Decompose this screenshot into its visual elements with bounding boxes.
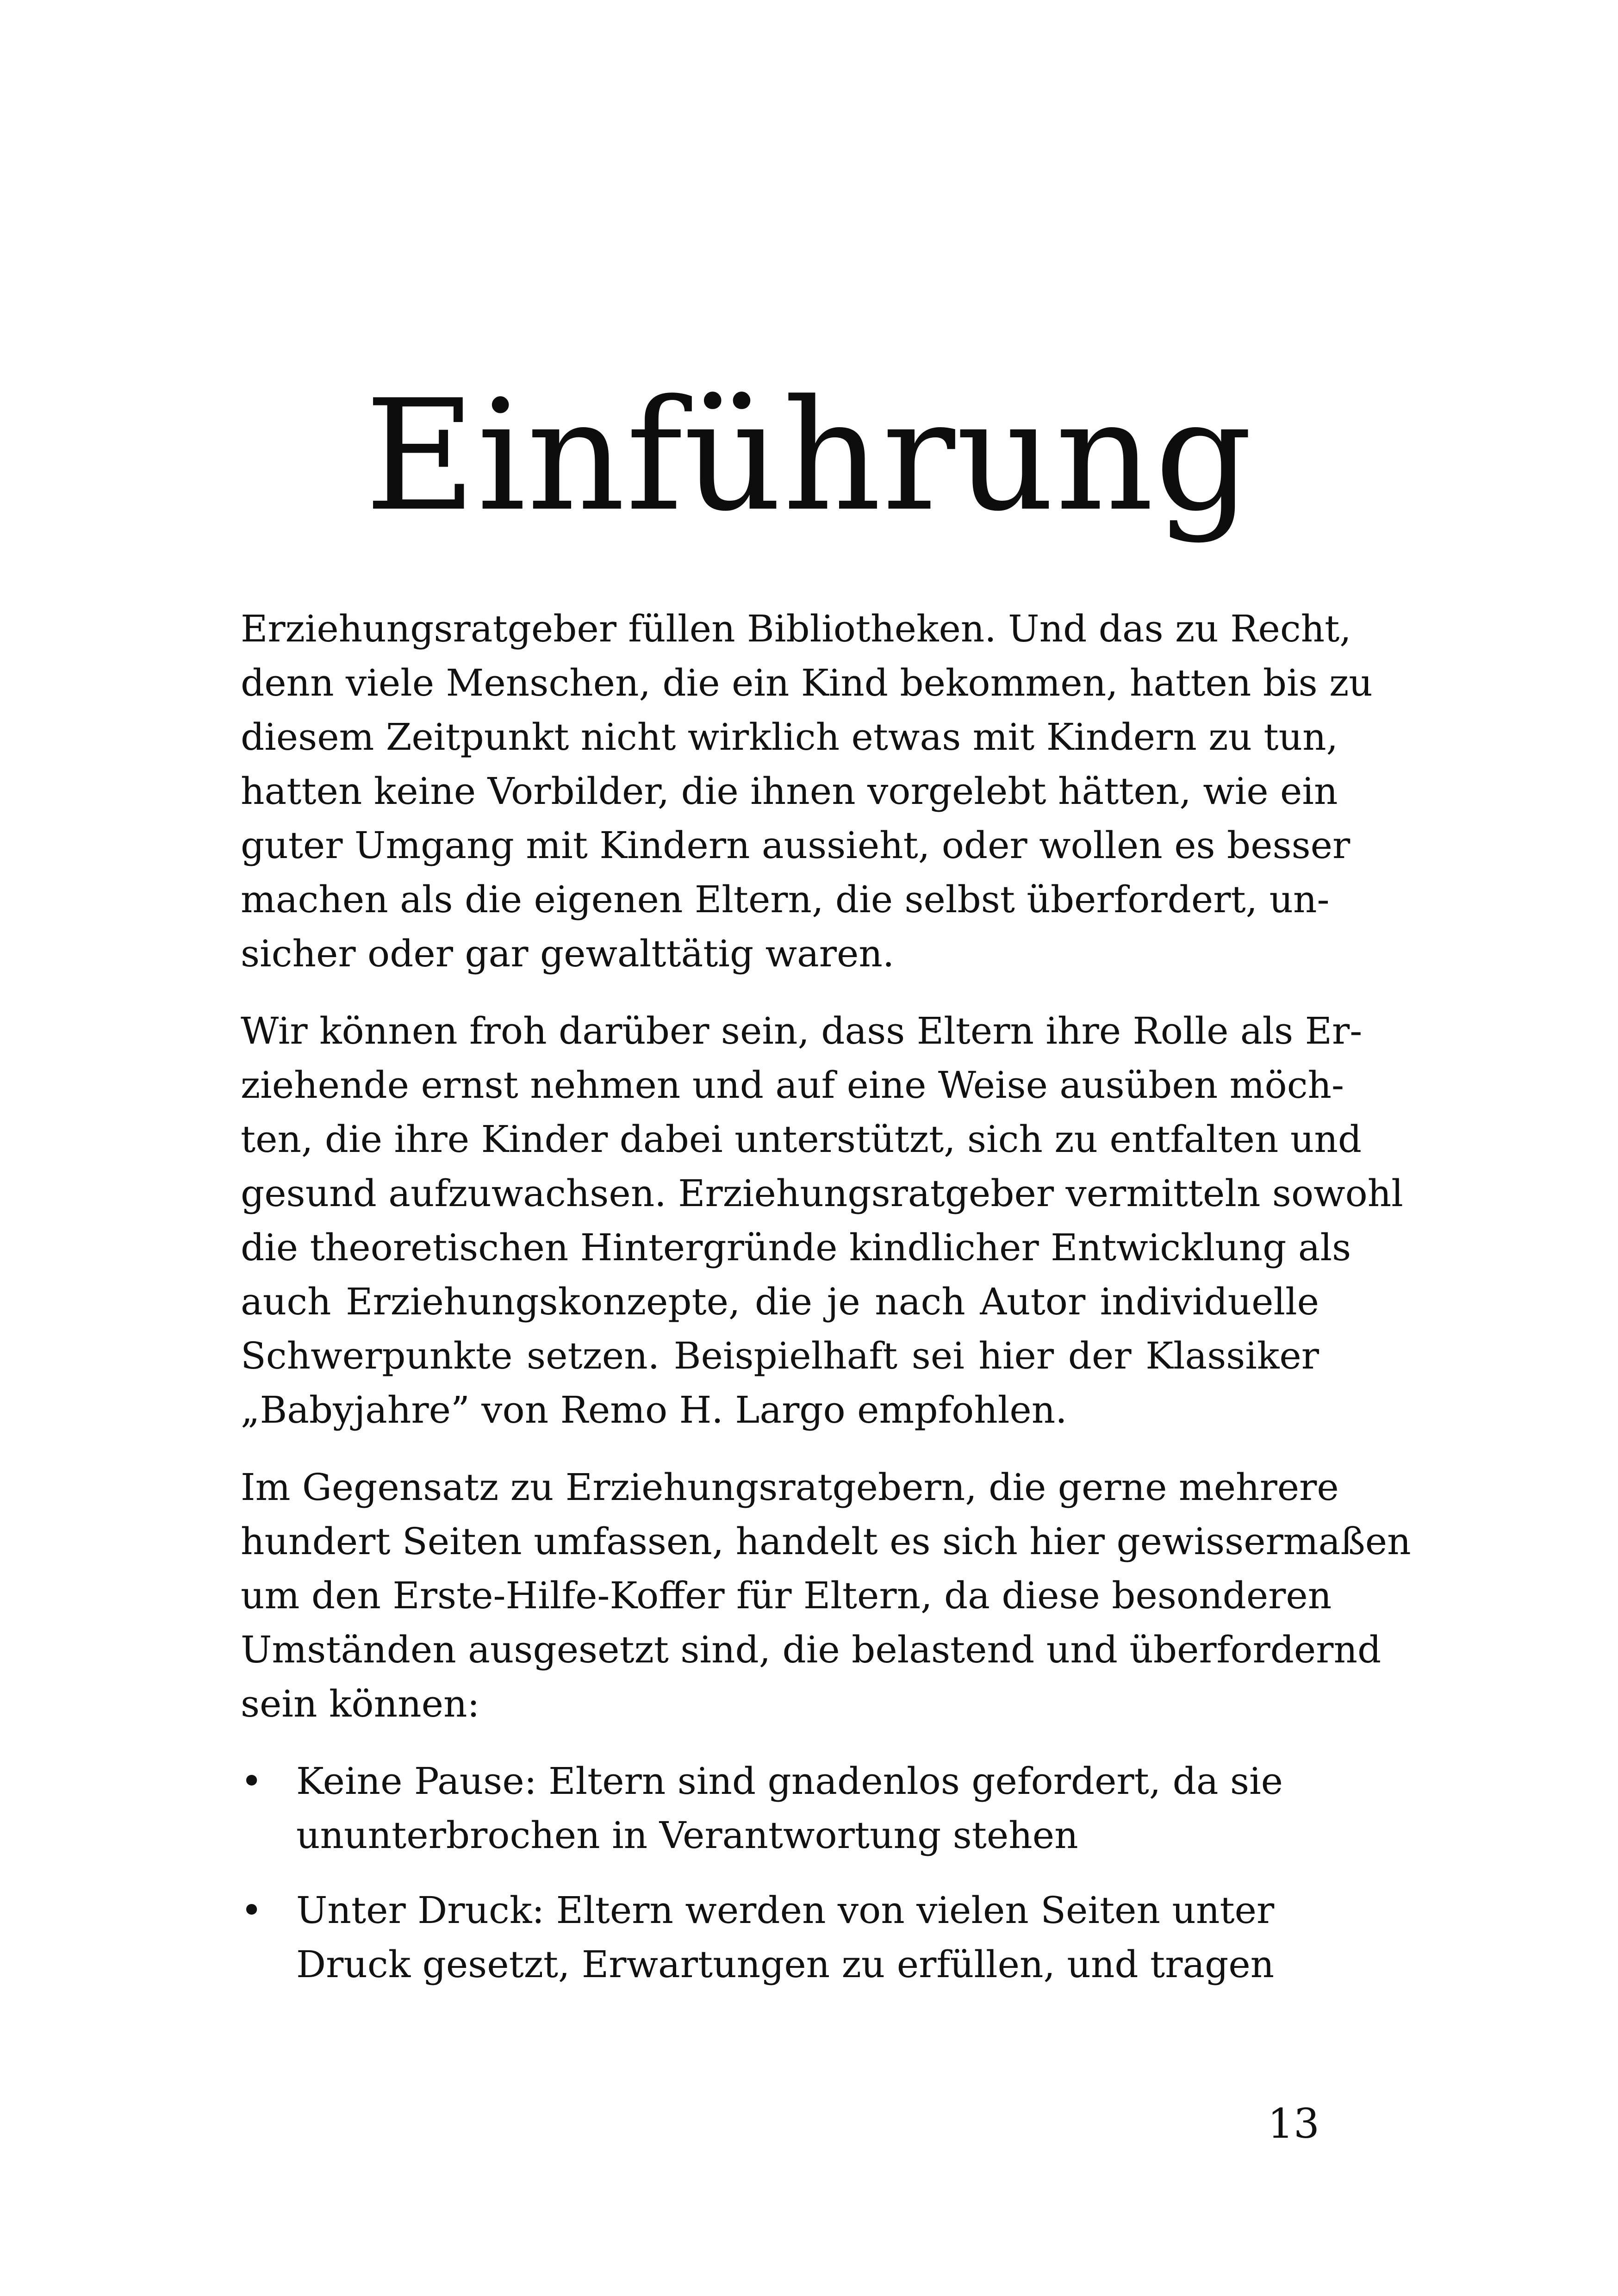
chapter-title: Einführung [364,367,1254,545]
bullet-icon: • [241,1760,263,1803]
text-line: sein können: [241,1682,480,1725]
list-item [241,1754,1319,1862]
text-line: diesem Zeitpunkt nicht wirklich etwas mit Kindern zu tun, [241,716,1338,759]
text-line: hatten keine Vorbilder, die ihnen vorgelebt hätten, wie ein [241,770,1338,813]
text-line: denn viele Menschen, die ein Kind bekommen, hatten bis zu [241,661,1373,704]
text-line: Druck gesetzt, Erwartungen zu erfüllen, und tragen [296,1943,1275,1986]
text-line: ununterbrochen in Verantwortung stehen [296,1814,1078,1857]
text-line: Schwerpunkte setzen. Beispielhaft sei hier der Klassiker [241,1334,1319,1377]
text-line: hundert Seiten umfassen, handelt es sich hier gewissermaßen [241,1520,1411,1563]
text-line: die theoretischen Hintergründe kindlicher Entwicklung als [241,1226,1351,1269]
text-line: Wir können froh darüber sein, dass Eltern ihre Rolle als Er- [241,1009,1363,1052]
text-line: um den Erste-Hilfe-Koffer für Eltern, da diese besonderen [241,1574,1332,1617]
text-line: Umständen ausgesetzt sind, die belastend und überfordernd [241,1628,1382,1671]
text-line: auch Erziehungskonzepte, die je nach Autor individuelle [241,1280,1319,1323]
text-line: sicher oder gar gewalttätig waren. [241,932,895,975]
text-line: Keine Pause: Eltern sind gnadenlos gefordert, da sie [296,1760,1283,1803]
page-number: 13 [1268,2100,1319,2147]
text-line: ziehende ernst nehmen und auf eine Weise ausüben möch- [241,1064,1344,1107]
paragraph-1 [241,602,1373,981]
paragraph-3 [241,1460,1411,1731]
text-line: Unter Druck: Eltern werden von vielen Seiten unter [296,1889,1275,1932]
bullet-icon: • [241,1889,263,1932]
text-line: Erziehungsratgeber füllen Bibliotheken. Und das zu Recht, [241,607,1351,650]
text-line: „Babyjahre” von Remo H. Largo empfohlen. [241,1388,1067,1431]
body-text [241,602,1411,2012]
text-line: guter Umgang mit Kindern aussieht, oder wollen es besser [241,824,1350,867]
list-item [241,1883,1319,1991]
paragraph-2 [241,1004,1403,1437]
text-line: Im Gegensatz zu Erziehungsratgebern, die gerne mehrere [241,1466,1339,1509]
text-line: machen als die eigenen Eltern, die selbst überfordert, un- [241,878,1330,921]
bullet-list [241,1754,1319,1991]
text-line: ten, die ihre Kinder dabei unterstützt, sich zu entfalten und [241,1118,1362,1161]
text-line: gesund aufzuwachsen. Erziehungsratgeber vermitteln sowohl [241,1172,1403,1215]
